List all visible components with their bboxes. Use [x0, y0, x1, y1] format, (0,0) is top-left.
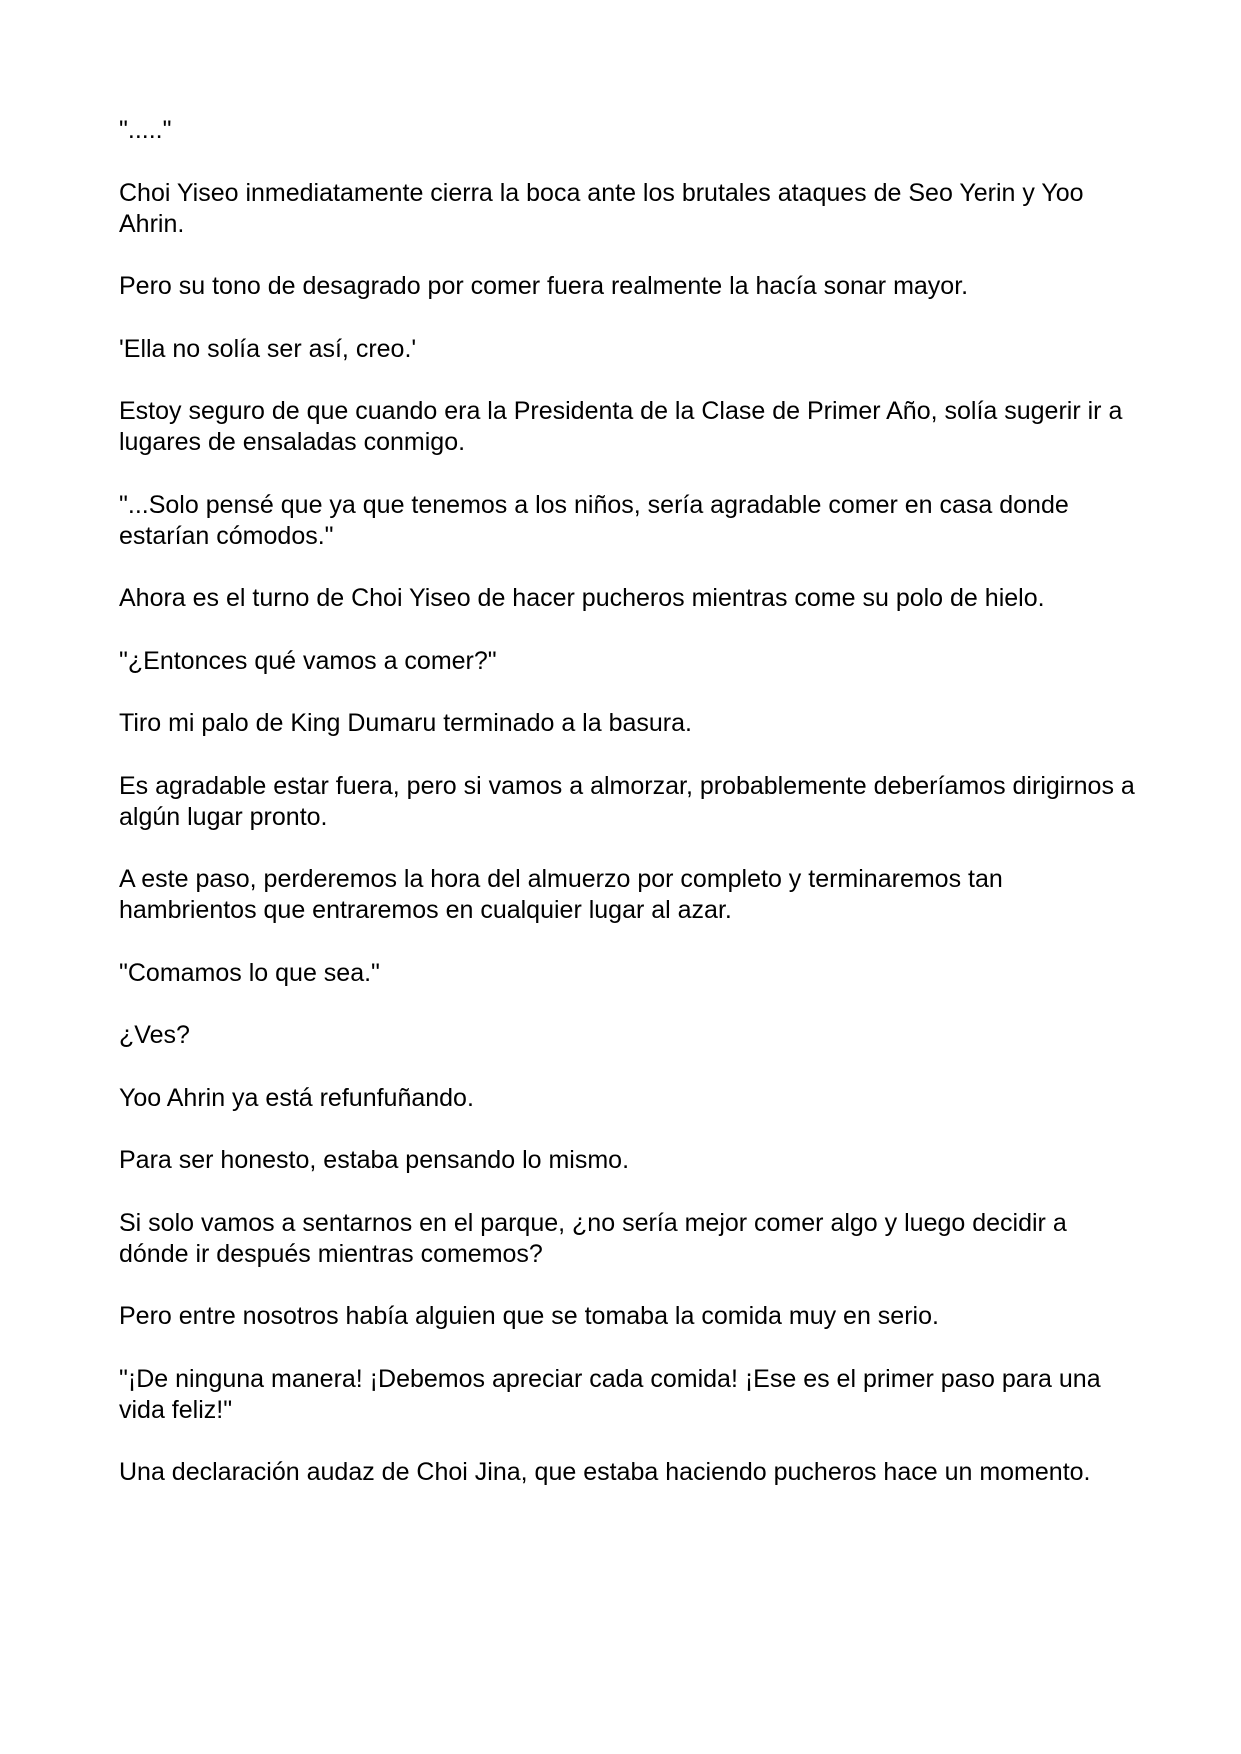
paragraph: ¿Ves?: [119, 1021, 190, 1049]
paragraph: Estoy seguro de que cuando era la Presidenta de la Clase de Primer Año, solía sugerir ir a lugares de ensaladas conmigo.: [119, 397, 1123, 456]
document-text-body: [119, 115, 1139, 1488]
paragraph: Pero su tono de desagrado por comer fuera realmente la hacía sonar mayor.: [119, 272, 969, 300]
paragraph: ".....": [119, 116, 172, 144]
paragraph: "¿Entonces qué vamos a comer?": [119, 646, 497, 675]
paragraph: Pero entre nosotros había alguien que se tomaba la comida muy en serio.: [119, 1302, 939, 1330]
paragraph: "Comamos lo que sea.": [119, 958, 380, 987]
paragraph: Si solo vamos a sentarnos en el parque, ¿no sería mejor comer algo y luego decidir a dónde ir después mientras comemos?: [119, 1208, 1067, 1268]
paragraph: 'Ella no solía ser así, creo.': [119, 334, 417, 363]
paragraph: Una declaración audaz de Choi Jina, que estaba haciendo pucheros hace un momento.: [119, 1458, 1091, 1486]
paragraph: A este paso, perderemos la hora del almuerzo por completo y terminaremos tan hambrientos que entraremos en cualquier lugar al azar.: [119, 865, 1003, 924]
paragraph: Para ser honesto, estaba pensando lo mismo.: [119, 1146, 630, 1174]
paragraph: "...Solo pensé que ya que tenemos a los niños, sería agradable comer en casa donde estarían cómodos.": [119, 490, 1069, 550]
paragraph: Ahora es el turno de Choi Yiseo de hacer pucheros mientras come su polo de hielo.: [119, 584, 1045, 612]
paragraph: Tiro mi palo de King Dumaru terminado a la basura.: [119, 709, 692, 737]
paragraph: Yoo Ahrin ya está refunfuñando.: [119, 1083, 474, 1112]
paragraph: Es agradable estar fuera, pero si vamos a almorzar, probablemente deberíamos dirigirnos a algún lugar pronto.: [119, 771, 1135, 831]
paragraph: "¡De ninguna manera! ¡Debemos apreciar cada comida! ¡Ese es el primer paso para una vida feliz!": [119, 1364, 1101, 1424]
paragraph: Choi Yiseo inmediatamente cierra la boca ante los brutales ataques de Seo Yerin y Yoo Ahrin.: [119, 178, 1084, 238]
